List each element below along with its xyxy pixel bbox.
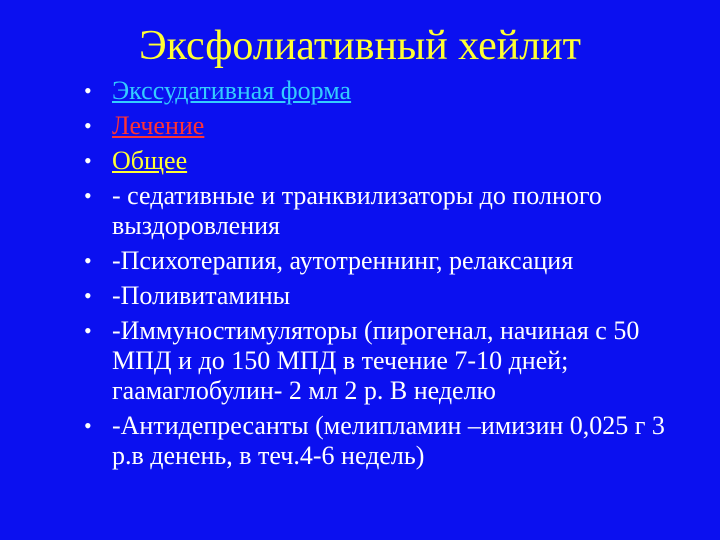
bullet-icon: • — [84, 113, 92, 138]
list-item — [78, 181, 678, 241]
list-item — [78, 111, 678, 141]
list-item-text: -Поливитамины — [112, 281, 291, 310]
list-item — [78, 316, 678, 406]
list-item — [78, 146, 678, 176]
treatment-link[interactable]: Лечение — [112, 111, 205, 140]
general-link[interactable]: Общее — [112, 146, 188, 175]
bullet-icon: • — [84, 283, 92, 308]
bullet-icon: • — [84, 183, 92, 208]
bullet-icon: • — [84, 413, 92, 438]
list-item-text: -Антидепресанты (мелипламин –имизин 0,025 г 3 р.в денень, в теч.4-6 недель) — [112, 411, 665, 470]
slide-title: Эксфолиативный хейлит — [138, 23, 582, 69]
list-item — [78, 281, 678, 311]
list-item-text: -Иммуностимуляторы (пирогенал, начиная с 50 МПД и до 150 МПД в течение 7-10 дней; гаамаглобулин- 2 мл 2 р. В неделю — [112, 316, 640, 405]
exudative-form-link[interactable]: Экссудативная форма — [112, 76, 352, 105]
list-item — [78, 246, 678, 276]
bullet-icon: • — [84, 78, 92, 103]
bullet-icon: • — [84, 148, 92, 173]
list-item — [78, 411, 678, 471]
bullet-icon: • — [84, 248, 92, 273]
list-item — [78, 76, 678, 106]
list-item-text: - седативные и транквилизаторы до полного выздоровления — [112, 181, 602, 240]
bullet-icon: • — [84, 318, 92, 343]
bullet-list — [78, 76, 678, 476]
list-item-text: -Психотерапия, аутотреннинг, релаксация — [112, 246, 574, 275]
